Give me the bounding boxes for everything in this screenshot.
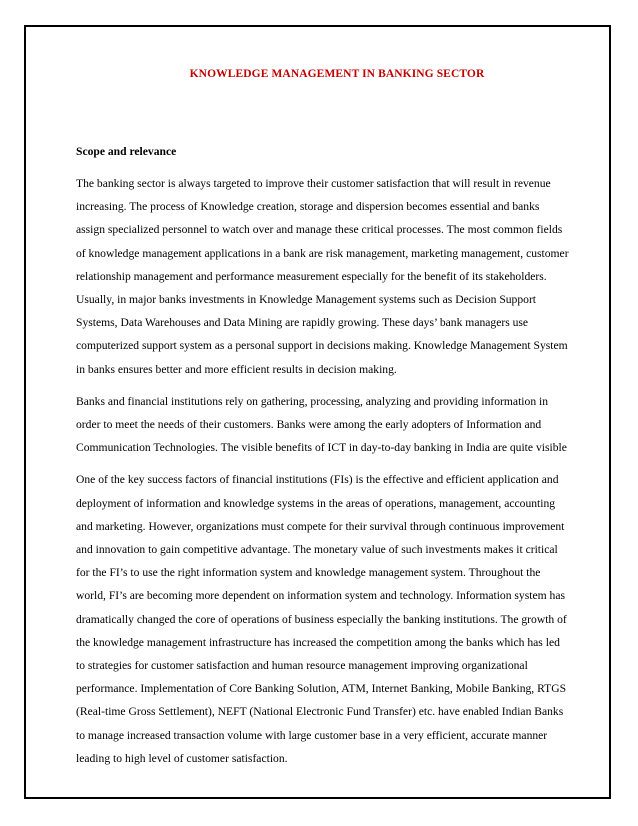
paragraph-line: increasing. The process of Knowledge creation, storage and dispersion becomes essential and banks [76,200,540,214]
paragraph [76,172,576,381]
paragraph-line: performance. Implementation of Core Banking Solution, ATM, Internet Banking, Mobile Banking, RTGS [76,682,567,696]
section-heading: Scope and relevance [76,145,177,158]
paragraph-line: and marketing. However, organizations must compete for their survival through continuous improvement [76,519,565,533]
paragraph-line: Banks and financial institutions rely on gathering, processing, analyzing and providing information in [76,394,549,408]
paragraph-line: world, FI’s are becoming more dependent on information system and technology. Information system has [76,589,565,603]
paragraph-line: of knowledge management applications in a bank are risk management, marketing management, customer [76,246,569,260]
paragraph-line: computerized support system as a personal support in decisions making. Knowledge Management System [76,339,568,353]
paragraph [76,468,576,770]
paragraph-line: relationship management and performance measurement especially for the benefit of its stakeholders. [76,269,547,283]
paragraph-line: order to meet the needs of their customers. Banks were among the early adopters of Information and [76,418,542,432]
paragraph-line: One of the key success factors of financial institutions (FIs) is the effective and efficient application and [76,473,559,487]
paragraph-line: Systems, Data Warehouses and Data Mining are rapidly growing. These days’ bank managers use [76,316,529,330]
paragraph-line: for the FI’s to use the right information system and knowledge management system. Throughout the [76,566,541,580]
paragraph-line: in banks ensures better and more efficient results in decision making. [76,362,397,376]
paragraph-line: to manage increased transaction volume with large customer base in a very efficient, accurate manner [76,728,548,742]
paragraph-line: Usually, in major banks investments in Knowledge Management systems such as Decision Support [76,293,537,307]
paragraph-line: Communication Technologies. The visible benefits of ICT in day-to-day banking in India are quite visible [76,441,567,455]
document-body [76,143,576,770]
paragraph-line: the knowledge management infrastructure has increased the competition among the banks which has led [76,635,560,649]
paragraph-line: to strategies for customer satisfaction and human resource management improving organizational [76,659,528,673]
paragraph [76,390,576,460]
paragraphs-container [76,172,576,770]
paragraph-line: The banking sector is always targeted to improve their customer satisfaction that will result in revenue [76,177,551,190]
paragraph-line: and innovation to gain competitive advantage. The monetary value of such investments makes it critical [76,543,558,557]
paragraph-line: deployment of information and knowledge systems in the areas of operations, management, accounting [76,496,556,510]
paragraph-line: assign specialized personnel to watch over and manage these critical processes. The most common fields [76,223,563,237]
paragraph-line: dramatically changed the core of operations of business especially the banking institutions. The growth of [76,612,567,626]
paragraph-line: (Real-time Gross Settlement), NEFT (National Electronic Fund Transfer) etc. have enabled Indian Banks [76,705,564,719]
paragraph-line: leading to high level of customer satisfaction. [76,751,288,765]
document-title: KNOWLEDGE MANAGEMENT IN BANKING SECTOR [189,68,485,80]
